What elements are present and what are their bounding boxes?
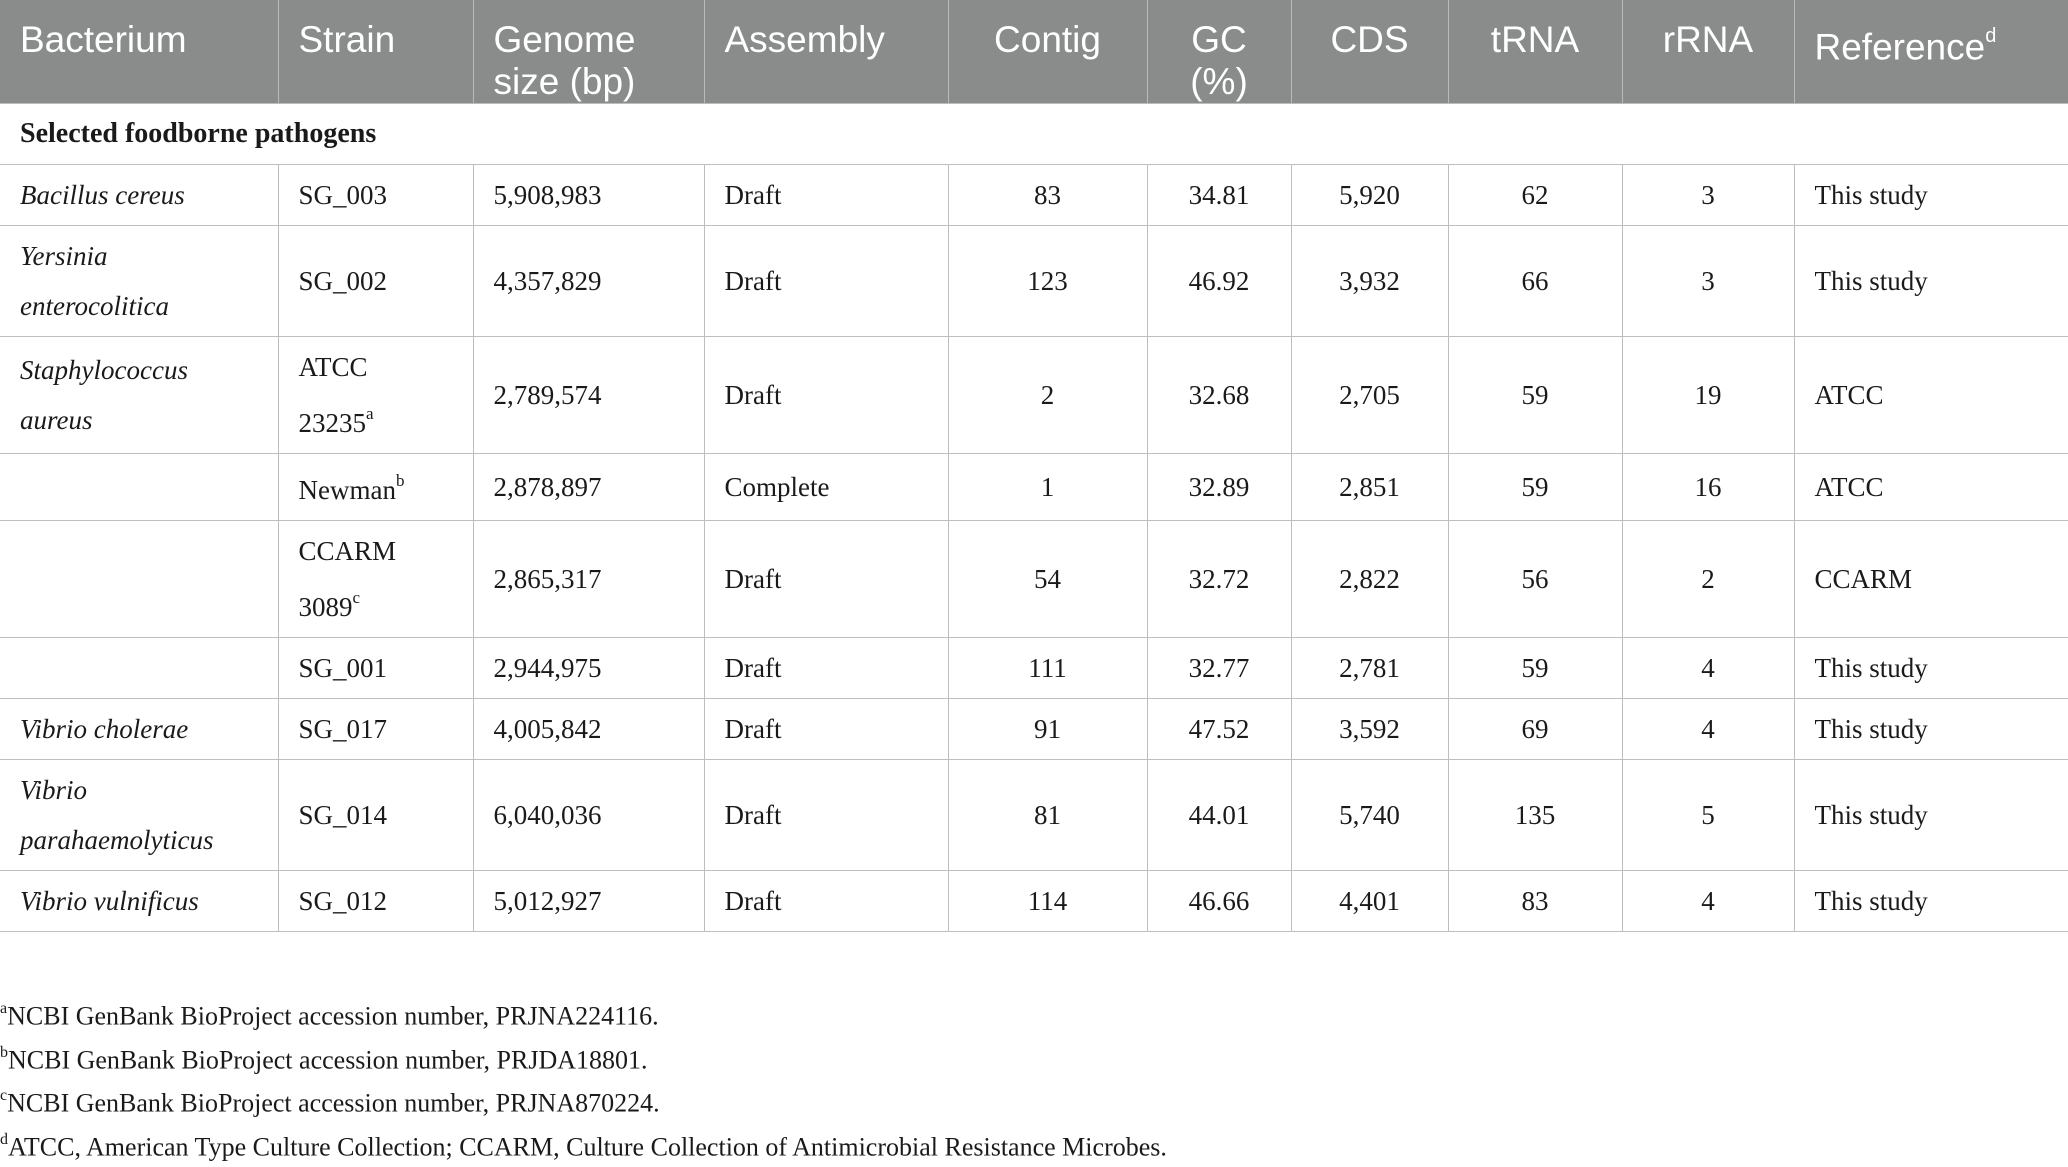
bacterium-name: Vibrio cholerae bbox=[20, 714, 189, 744]
cell-contig: 81 bbox=[948, 760, 1147, 871]
cell-trna: 135 bbox=[1448, 760, 1622, 871]
footnote-marker: a bbox=[366, 404, 374, 423]
cell-bacterium bbox=[0, 871, 278, 932]
table-row bbox=[0, 165, 2068, 226]
cell-rrna: 4 bbox=[1622, 871, 1794, 932]
header-rrna: rRNA bbox=[1622, 0, 1794, 104]
footnote-text: NCBI GenBank BioProject accession number, PRJDA18801. bbox=[8, 1045, 648, 1075]
cell-strain bbox=[278, 871, 473, 932]
cell-strain bbox=[278, 165, 473, 226]
table-row bbox=[0, 871, 2068, 932]
cell-cds: 2,851 bbox=[1291, 454, 1448, 521]
table-row bbox=[0, 226, 2068, 337]
footnotes bbox=[0, 992, 2000, 1167]
cell-strain bbox=[278, 699, 473, 760]
cell-cds: 2,822 bbox=[1291, 521, 1448, 638]
strain-name: SG_012 bbox=[298, 886, 388, 916]
cell-trna: 83 bbox=[1448, 871, 1622, 932]
cell-strain bbox=[278, 337, 473, 454]
strain-name: SG_014 bbox=[298, 800, 388, 830]
strain-name: ATCC bbox=[298, 352, 368, 382]
table-row bbox=[0, 638, 2068, 699]
cell-trna: 69 bbox=[1448, 699, 1622, 760]
cell-reference: CCARM bbox=[1794, 521, 2068, 638]
footnote-marker: b bbox=[395, 471, 405, 490]
header-assembly: Assembly bbox=[704, 0, 948, 104]
header-strain: Strain bbox=[278, 0, 473, 104]
cell-bacterium bbox=[0, 699, 278, 760]
cell-rrna: 16 bbox=[1622, 454, 1794, 521]
table-row bbox=[0, 760, 2068, 871]
bacterium-name: aureus bbox=[20, 405, 93, 435]
bacterium-name: parahaemolyticus bbox=[20, 825, 214, 855]
cell-trna: 59 bbox=[1448, 337, 1622, 454]
footnote bbox=[0, 1079, 2000, 1123]
cell-reference: This study bbox=[1794, 226, 2068, 337]
cell-assembly: Draft bbox=[704, 337, 948, 454]
footnote-text: NCBI GenBank BioProject accession number, PRJNA870224. bbox=[7, 1088, 660, 1118]
header-genome-size: Genome size (bp) bbox=[473, 0, 704, 104]
cell-cds: 2,781 bbox=[1291, 638, 1448, 699]
table-header-row bbox=[0, 0, 2068, 104]
cell-genome-size: 2,944,975 bbox=[473, 638, 704, 699]
cell-gc: 46.66 bbox=[1147, 871, 1291, 932]
cell-assembly: Draft bbox=[704, 165, 948, 226]
cell-rrna: 19 bbox=[1622, 337, 1794, 454]
cell-cds: 2,705 bbox=[1291, 337, 1448, 454]
cell-gc: 47.52 bbox=[1147, 699, 1291, 760]
strain-name: 3089 bbox=[298, 592, 353, 622]
footnote-marker: a bbox=[0, 1000, 8, 1017]
cell-gc: 46.92 bbox=[1147, 226, 1291, 337]
header-contig: Contig bbox=[948, 0, 1147, 104]
cell-genome-size: 2,878,897 bbox=[473, 454, 704, 521]
cell-strain bbox=[278, 226, 473, 337]
table-row bbox=[0, 454, 2068, 521]
cell-bacterium bbox=[0, 638, 278, 699]
cell-gc: 32.72 bbox=[1147, 521, 1291, 638]
cell-bacterium bbox=[0, 226, 278, 337]
cell-reference: This study bbox=[1794, 165, 2068, 226]
strain-name: SG_017 bbox=[298, 714, 388, 744]
cell-bacterium bbox=[0, 337, 278, 454]
cell-gc: 32.77 bbox=[1147, 638, 1291, 699]
strain-name: 23235 bbox=[298, 408, 366, 438]
header-gc: GC (%) bbox=[1147, 0, 1291, 104]
cell-strain bbox=[278, 454, 473, 521]
bacterium-name: Staphylococcus bbox=[20, 355, 188, 385]
cell-bacterium bbox=[0, 165, 278, 226]
cell-rrna: 2 bbox=[1622, 521, 1794, 638]
strain-name: SG_002 bbox=[298, 266, 388, 296]
cell-contig: 83 bbox=[948, 165, 1147, 226]
cell-contig: 1 bbox=[948, 454, 1147, 521]
cell-gc: 32.89 bbox=[1147, 454, 1291, 521]
footnote-text: NCBI GenBank BioProject accession number, PRJNA224116. bbox=[7, 1001, 659, 1031]
cell-contig: 123 bbox=[948, 226, 1147, 337]
cell-gc: 44.01 bbox=[1147, 760, 1291, 871]
cell-rrna: 4 bbox=[1622, 638, 1794, 699]
cell-assembly: Draft bbox=[704, 638, 948, 699]
cell-trna: 56 bbox=[1448, 521, 1622, 638]
bacterium-name: Vibrio vulnificus bbox=[20, 886, 199, 916]
strain-name: Newman bbox=[298, 475, 396, 505]
cell-assembly: Draft bbox=[704, 521, 948, 638]
header-trna: tRNA bbox=[1448, 0, 1622, 104]
footnote bbox=[0, 1123, 2000, 1167]
cell-trna: 59 bbox=[1448, 638, 1622, 699]
cell-strain bbox=[278, 638, 473, 699]
table-row bbox=[0, 521, 2068, 638]
bacterium-name: enterocolitica bbox=[20, 291, 169, 321]
cell-bacterium bbox=[0, 760, 278, 871]
cell-cds: 3,592 bbox=[1291, 699, 1448, 760]
cell-genome-size: 6,040,036 bbox=[473, 760, 704, 871]
cell-genome-size: 4,357,829 bbox=[473, 226, 704, 337]
cell-genome-size: 5,012,927 bbox=[473, 871, 704, 932]
cell-cds: 5,740 bbox=[1291, 760, 1448, 871]
cell-trna: 66 bbox=[1448, 226, 1622, 337]
cell-genome-size: 4,005,842 bbox=[473, 699, 704, 760]
footnote bbox=[0, 1036, 2000, 1080]
cell-rrna: 3 bbox=[1622, 165, 1794, 226]
cell-rrna: 5 bbox=[1622, 760, 1794, 871]
cell-cds: 5,920 bbox=[1291, 165, 1448, 226]
bacterium-name: Yersinia bbox=[20, 241, 108, 271]
footnote-marker: d bbox=[0, 1130, 8, 1148]
cell-strain bbox=[278, 521, 473, 638]
cell-reference: This study bbox=[1794, 871, 2068, 932]
footnote-marker: b bbox=[0, 1043, 8, 1061]
strain-name: SG_001 bbox=[298, 653, 388, 683]
cell-reference: ATCC bbox=[1794, 337, 2068, 454]
table-row bbox=[0, 337, 2068, 454]
footnote-marker: c bbox=[352, 588, 361, 607]
footnote bbox=[0, 992, 2000, 1036]
bacterium-name: Vibrio bbox=[20, 775, 87, 805]
strain-name: CCARM bbox=[298, 536, 397, 566]
cell-contig: 54 bbox=[948, 521, 1147, 638]
section-row bbox=[0, 104, 2068, 165]
cell-assembly: Draft bbox=[704, 760, 948, 871]
footnote-text: ATCC, American Type Culture Collection; CCARM, Culture Collection of Antimicrobial Resistance Microbes. bbox=[8, 1132, 1167, 1162]
cell-trna: 59 bbox=[1448, 454, 1622, 521]
cell-trna: 62 bbox=[1448, 165, 1622, 226]
cell-contig: 2 bbox=[948, 337, 1147, 454]
cell-assembly: Draft bbox=[704, 699, 948, 760]
cell-rrna: 4 bbox=[1622, 699, 1794, 760]
header-cds: CDS bbox=[1291, 0, 1448, 104]
cell-strain bbox=[278, 760, 473, 871]
cell-cds: 3,932 bbox=[1291, 226, 1448, 337]
header-reference: Reference$^d$ bbox=[1794, 0, 2068, 104]
bacterium-name: Bacillus cereus bbox=[20, 180, 185, 210]
table-row bbox=[0, 699, 2068, 760]
cell-reference: This study bbox=[1794, 638, 2068, 699]
cell-genome-size: 2,865,317 bbox=[473, 521, 704, 638]
cell-genome-size: 2,789,574 bbox=[473, 337, 704, 454]
cell-assembly: Draft bbox=[704, 226, 948, 337]
header-bacterium: Bacterium bbox=[0, 0, 278, 104]
cell-gc: 34.81 bbox=[1147, 165, 1291, 226]
cell-bacterium bbox=[0, 454, 278, 521]
section-title: Selected foodborne pathogens bbox=[0, 104, 2068, 165]
cell-cds: 4,401 bbox=[1291, 871, 1448, 932]
cell-contig: 114 bbox=[948, 871, 1147, 932]
cell-reference: This study bbox=[1794, 760, 2068, 871]
cell-gc: 32.68 bbox=[1147, 337, 1291, 454]
cell-genome-size: 5,908,983 bbox=[473, 165, 704, 226]
cell-bacterium bbox=[0, 521, 278, 638]
cell-assembly: Complete bbox=[704, 454, 948, 521]
cell-assembly: Draft bbox=[704, 871, 948, 932]
footnote-marker: c bbox=[0, 1087, 8, 1105]
strain-name: SG_003 bbox=[298, 180, 388, 210]
cell-reference: ATCC bbox=[1794, 454, 2068, 521]
cell-reference: This study bbox=[1794, 699, 2068, 760]
cell-contig: 91 bbox=[948, 699, 1147, 760]
cell-rrna: 3 bbox=[1622, 226, 1794, 337]
cell-contig: 111 bbox=[948, 638, 1147, 699]
